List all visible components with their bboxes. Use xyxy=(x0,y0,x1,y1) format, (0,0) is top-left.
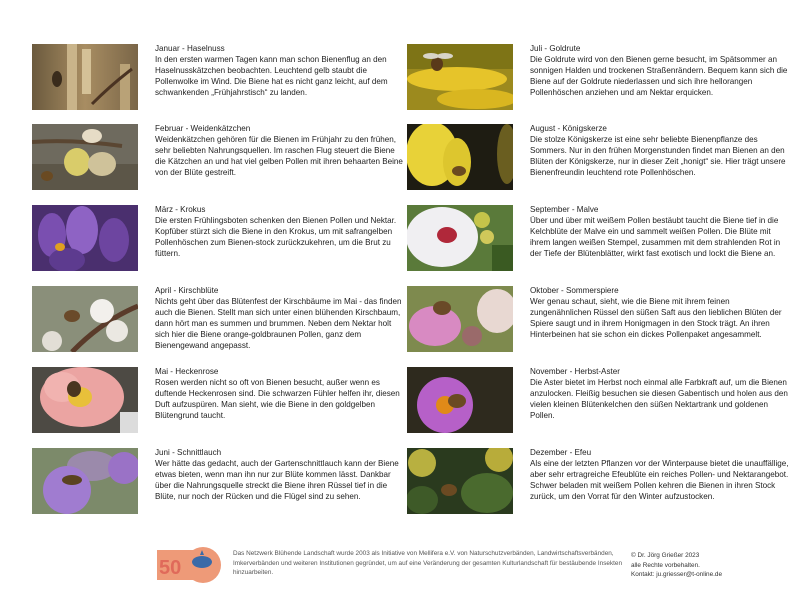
month-entry-februar xyxy=(32,124,407,194)
month-description: Als eine der letzten Pflanzen vor der Winterpause bietet die unauffällige, aber sehr ertragreiche Efeublüte ein reiches Pollen- und Nektarangebot. Schwer beladen mit weißem Pollen kehren die Bienen in ihren Stock zurück, um den Vorrat für den Winter aufzustocken. xyxy=(530,458,789,501)
month-entry-juli xyxy=(407,44,788,114)
month-title: Januar - Haselnuss xyxy=(155,44,225,53)
photo-crocus-bee xyxy=(32,205,138,271)
month-title: Juni - Schnittlauch xyxy=(155,448,222,457)
photo-spiraea-bee xyxy=(407,286,513,352)
month-text xyxy=(155,286,405,351)
month-description: Die Goldrute wird von den Bienen gerne besucht, im Spätsommer an sonnigen Halden und trockenen Straßenrändern. Bequem kann sich die Biene auf der Goldrute niederlassen und sich ihre hellorangen Pollenhöschen anziehen und am Nektar erquicken. xyxy=(530,54,788,97)
rights-notice: alle Rechte vorbehalten. xyxy=(631,561,700,569)
photo-goldenrod-bee xyxy=(407,44,513,110)
month-text xyxy=(155,205,405,260)
month-text xyxy=(155,367,405,422)
month-entry-august xyxy=(407,124,786,194)
photo-chives-bee xyxy=(32,448,138,514)
month-title: Dezember - Efeu xyxy=(530,448,592,457)
month-entry-april xyxy=(32,286,407,356)
month-title: Februar - Weidenkätzchen xyxy=(155,124,251,133)
month-title: Mai - Heckenrose xyxy=(155,367,219,376)
month-description: Die Aster bietet im Herbst noch einmal alle Farbkraft auf, um die Bienen anzulocken. Fleißig besuchen sie diesen Gabentisch und holen aus den vielen kleinen Blütenkelchen den süßen Nektartrank und goldenen Pollen. xyxy=(530,377,788,420)
month-title: Juli - Goldrute xyxy=(530,44,581,53)
contact-email[interactable]: Kontakt: ju.griesser@t-online.de xyxy=(631,571,723,579)
month-description: Nichts geht über das Blütenfest der Kirschbäume im Mai - das finden auch die Bienen. Stellt man sich unter einen blühenden Kirschbaum, dann hört man es summen und brummen. Neben dem Nektar holt sich hier die Biene orange-goldbraunen Pollen, ganz dem Bienengewand angepasst. xyxy=(155,296,402,350)
month-title: August - Königskerze xyxy=(530,124,607,133)
month-entry-september xyxy=(407,205,782,275)
month-text xyxy=(530,286,792,341)
photo-mallow-bee xyxy=(407,205,513,271)
photo-hazel-catkins-bee xyxy=(32,44,138,110)
month-text xyxy=(530,448,792,503)
month-entry-januar xyxy=(32,44,407,114)
photo-dog-rose-bee xyxy=(32,367,138,433)
month-text xyxy=(530,44,792,99)
month-entry-oktober xyxy=(407,286,782,356)
month-text xyxy=(155,448,405,503)
month-entry-november xyxy=(407,367,788,437)
month-description: Die ersten Frühlingsboten schenken den Bienen Pollen und Nektar. Kopfüber stürzt sich die Biene in den Krokus, um mit safrangelben Pollenhöschen zum Bienen-stock zurückzukehren, um die Brut zu füttern. xyxy=(155,215,397,258)
month-text xyxy=(155,44,405,99)
month-text xyxy=(530,205,792,260)
month-description: Rosen werden nicht so oft von Bienen besucht, außer wenn es duftende Heckenrosen sind. Die schwarzen Fühler helfen ihr, diesen Duft aufzuspüren. Man sieht, wie die Biene in den goldgelben Blütengrund taucht. xyxy=(155,377,400,420)
month-title: April - Kirschblüte xyxy=(155,286,219,295)
month-text xyxy=(155,124,405,179)
photo-willow-catkins-bee xyxy=(32,124,138,190)
month-entry-juni xyxy=(32,448,407,518)
month-title: März - Krokus xyxy=(155,205,206,214)
network-description: Das Netzwerk Blühende Landschaft wurde 2003 als Initiative von Mellifera e.V. von Naturschutzverbänden, Landwirtschaftsverbänden, Imkerverbänden und weiteren Institutionen gegründet, um auf eine Veränderung der gesamten Kulturlandschaft für bestäubende Insekten hinzuarbeiten. xyxy=(233,550,623,577)
month-entry-dezember xyxy=(407,448,789,518)
month-title: November - Herbst-Aster xyxy=(530,367,620,376)
month-entry-mai xyxy=(32,367,407,437)
photo-mullein-bee xyxy=(407,124,513,190)
network-50-logo xyxy=(157,544,221,586)
month-description: Wer hätte das gedacht, auch der Gartenschnittlauch kann der Biene etwas bieten, wenn man ihn nur zur Blüte kommen lässt. Dankbar über die Nahrungsquelle streckt die Biene ihren Rüssel tief in die Blüte, nur noch der Rücken und die Flügel sind zu sehen. xyxy=(155,458,399,501)
month-text xyxy=(530,367,792,422)
month-entry-maerz xyxy=(32,205,407,275)
copyright-block xyxy=(631,551,791,580)
svg-text:50: 50 xyxy=(159,557,182,579)
month-text xyxy=(530,124,792,179)
copyright: © Dr. Jörg Grießer 2023 xyxy=(631,552,700,559)
month-description: Wer genau schaut, sieht, wie die Biene mit ihrem feinen zungenähnlichen Rüssel den süßen Saft aus den lieblichen Blüten der Spiere saugt und in ihrem Honigmagen in den Stock trägt. An ihren Hinterbeinen hat sie schon ein dickes Pollenpaket angesammelt. xyxy=(530,296,782,339)
month-description: Über und über mit weißem Pollen bestäubt taucht die Biene tief in die Kelchblüte der Malve ein und sammelt weißen Pollen. Die Blüte mit ihrem langen weißen Stempel, zusammen mit dem strahlenden Rot in der Tiefe der Blütenblätter, wirkt fast exotisch und lockt die Biene an. xyxy=(530,215,781,258)
month-description: In den ersten warmen Tagen kann man schon Bienenflug an den Haselnusskätzchen beobachten. Leuchtend gelb staubt die Pollenwolke im Wind. Die Biene hat es nicht ganz leicht, auf dem schwankenden „Frühjahrstisch“ zu landen. xyxy=(155,54,388,97)
month-description: Die stolze Königskerze ist eine sehr beliebte Bienenpflanze des Sommers. Nur in den frühen Morgenstunden findet man Bienen an den Blüten der Königskerze, nur in dieser Zeit „honigt“ sie. Hier trägt unsere Bienenfreundin leuchtend rote Pollenhöschen. xyxy=(530,134,786,177)
photo-ivy-bee xyxy=(407,448,513,514)
month-description: Weidenkätzchen gehören für die Bienen im Frühjahr zu den frühen, sehr beliebten Nahrungsquellen. Im raschen Flug steuert die Biene die Kätzchen an und hat viel gelben Pollen mit ihren behaarten Beine von der Blüte gestreift. xyxy=(155,134,403,177)
month-title: Oktober - Sommerspiere xyxy=(530,286,619,295)
month-title: September - Malve xyxy=(530,205,599,214)
photo-cherry-blossom-bee xyxy=(32,286,138,352)
photo-aster-bee xyxy=(407,367,513,433)
